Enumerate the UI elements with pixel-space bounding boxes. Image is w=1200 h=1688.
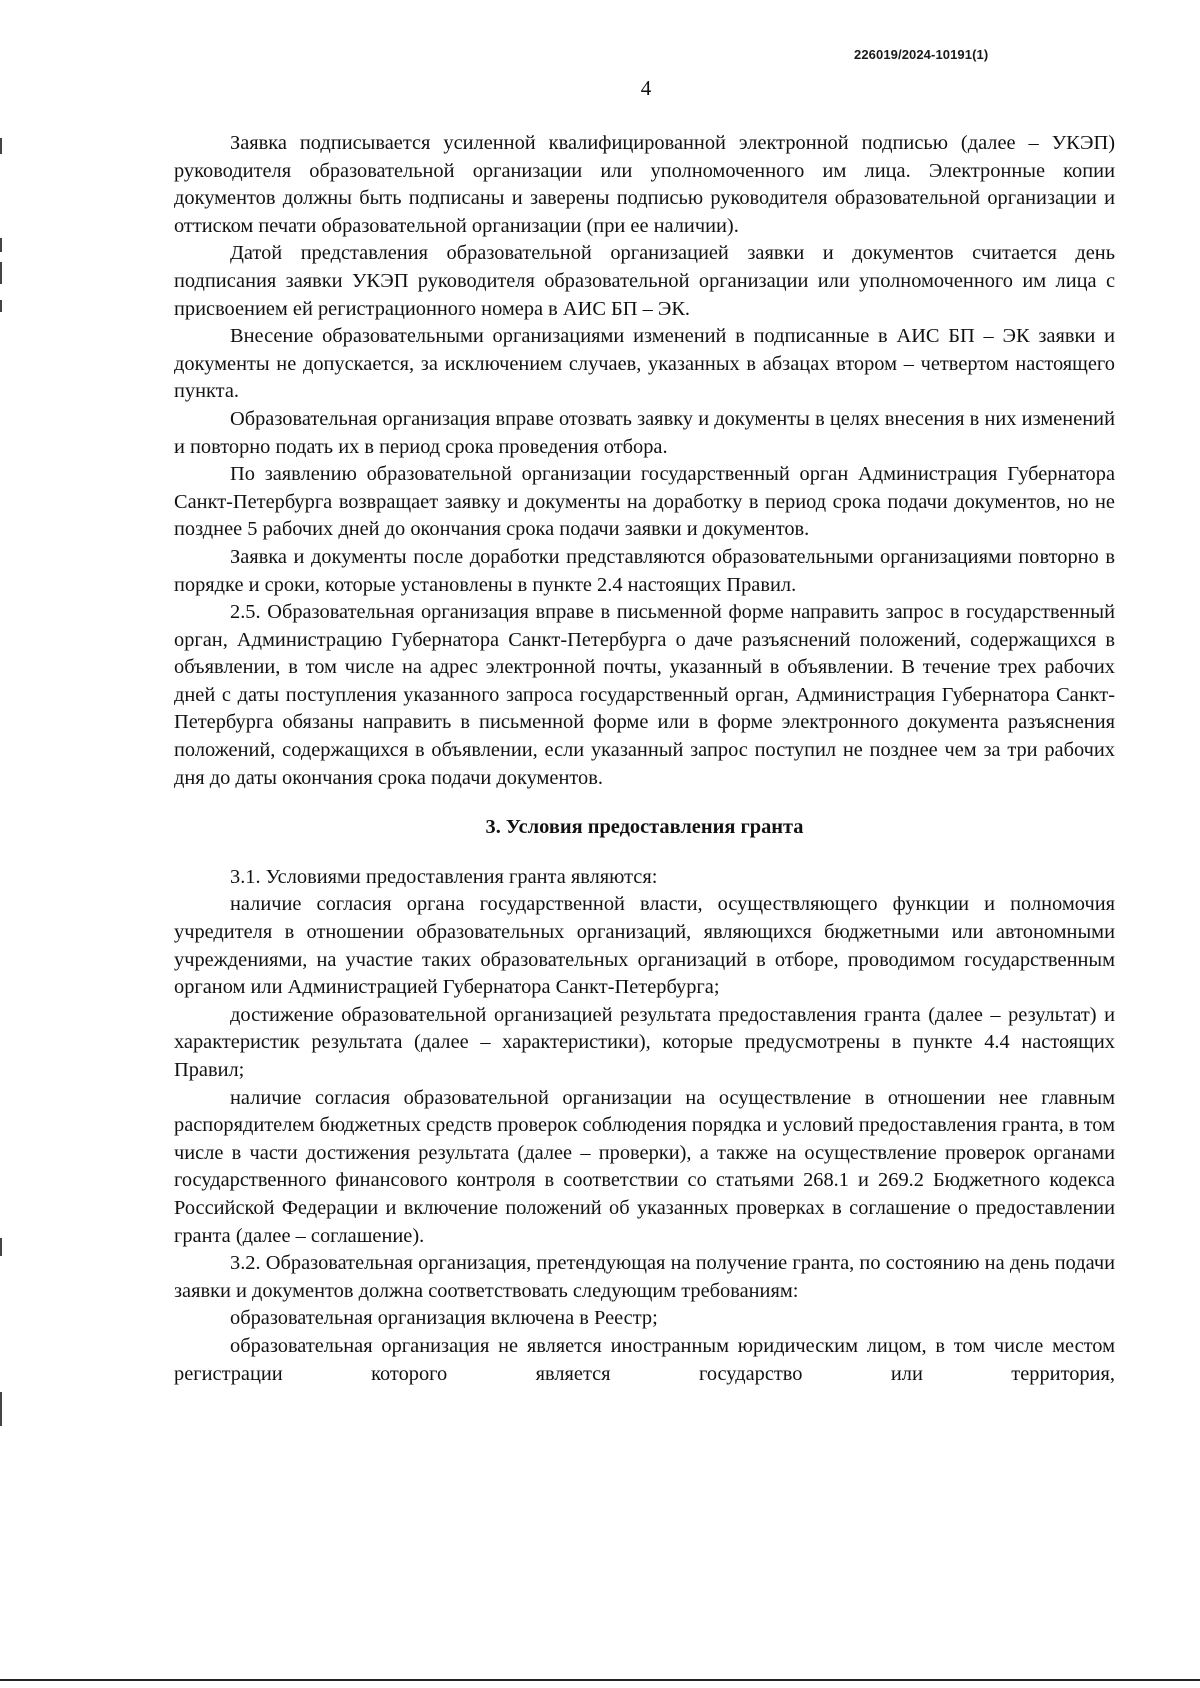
paragraph: Датой представления образовательной организацией заявки и документов считается день подписания заявки УКЭП руководителя образовательной организации или уполномоченного им лица с присвоением ей регистрационного номера в АИС БП – ЭК. — [174, 242, 1115, 320]
paragraph: Заявка и документы после доработки представляются образовательными организациями повторно в порядке и сроки, которые установлены в пункте 2.4 настоящих Правил. — [174, 545, 1115, 596]
paragraph: наличие согласия образовательной организации на осуществление в отношении нее главным распорядителем бюджетных средств проверок соблюдения порядка и условий предоставления гранта, в том числе в части достижения результата (далее – проверки), а также на осуществление проверок органами государственного финансового контроля в соответствии со статьями 268.1 и 269.2 Бюджетного кодекса Российской Федерации и включение положений об указанных проверках в соглашение о предоставлении гранта (далее – соглашение). — [174, 1086, 1115, 1247]
paragraph: 3.2. Образовательная организация, претендующая на получение гранта, по состоянию на день подачи заявки и документов должна соответствовать следующим требованиям: — [174, 1252, 1115, 1302]
paragraph: образовательная организация включена в Реестр; — [230, 1307, 658, 1330]
scan-edge-mark — [0, 262, 2, 284]
scan-edge-mark — [0, 1392, 2, 1426]
paragraph: наличие согласия органа государственной власти, осуществляющего функции и полномочия учредителя в отношении образовательных организаций, являющихся бюджетными или автономными учреждениями, на участие таких образовательных организаций в отборе, проводимом государственным органом или Администрацией Губернатора Санкт-Петербурга; — [174, 893, 1115, 999]
scan-edge-mark — [0, 1238, 2, 1256]
paragraph: образовательная организация не является иностранным юридическим лицом, в том числе местом регистрации которого является государство или территория, — [174, 1334, 1115, 1385]
scan-edge-mark — [0, 300, 2, 312]
paragraph: Внесение образовательными организациями изменений в подписанные в АИС БП – ЭК заявки и документы не допускается, за исключением случаев, указанных в абзацах втором – четвертом настоящего пункта. — [174, 325, 1115, 403]
scan-bottom-edge — [0, 1679, 1200, 1681]
paragraph: Образовательная организация вправе отозвать заявку и документы в целях внесения в них изменений и повторно подать их в период срока проведения отбора. — [174, 407, 1115, 458]
scan-edge-mark — [0, 138, 2, 154]
section-heading: 3. Условия предоставления гранта — [485, 816, 804, 839]
scan-edge-mark — [0, 238, 2, 252]
paragraph: достижение образовательной организацией результата предоставления гранта (далее – результат) и характеристик результата (далее – характеристики), которые предусмотрены в пункте 4.4 настоящих Правил; — [174, 1003, 1115, 1081]
paragraph: По заявлению образовательной организации государственный орган Администрация Губернатора Санкт-Петербурга возвращает заявку и документы на доработку в период срока подачи документов, но не позднее 5 рабочих дней до окончания срока подачи заявки и документов. — [174, 463, 1115, 541]
document-body — [174, 130, 1115, 1388]
registration-number: 226019/2024-10191(1) — [854, 47, 989, 62]
page-number: 4 — [640, 76, 652, 100]
paragraph: 3.1. Условиями предоставления гранта являются: — [230, 865, 658, 888]
paragraph: 2.5. Образовательная организация вправе в письменной форме направить запрос в государственный орган, Администрацию Губернатора Санкт-Петербурга о даче разъяснений положений, содержащихся в объявлении, в том числе на адрес электронной почты, указанный в объявлении. В течение трех рабочих дней с даты поступления указанного запроса государственный орган, Администрация Губернатора Санкт-Петербурга обязаны направить в письменной форме или в форме электронного документа разъяснения положений, содержащихся в объявлении, если указанный запрос поступил не позднее чем за три рабочих дня до даты окончания срока подачи документов. — [174, 601, 1115, 789]
paragraph: Заявка подписывается усиленной квалифицированной электронной подписью (далее – УКЭП) руководителя образовательной организации или уполномоченного им лица. Электронные копии документов должны быть подписаны и заверены подписью руководителя образовательной организации и оттиском печати образовательной организации (при ее наличии). — [174, 132, 1115, 237]
